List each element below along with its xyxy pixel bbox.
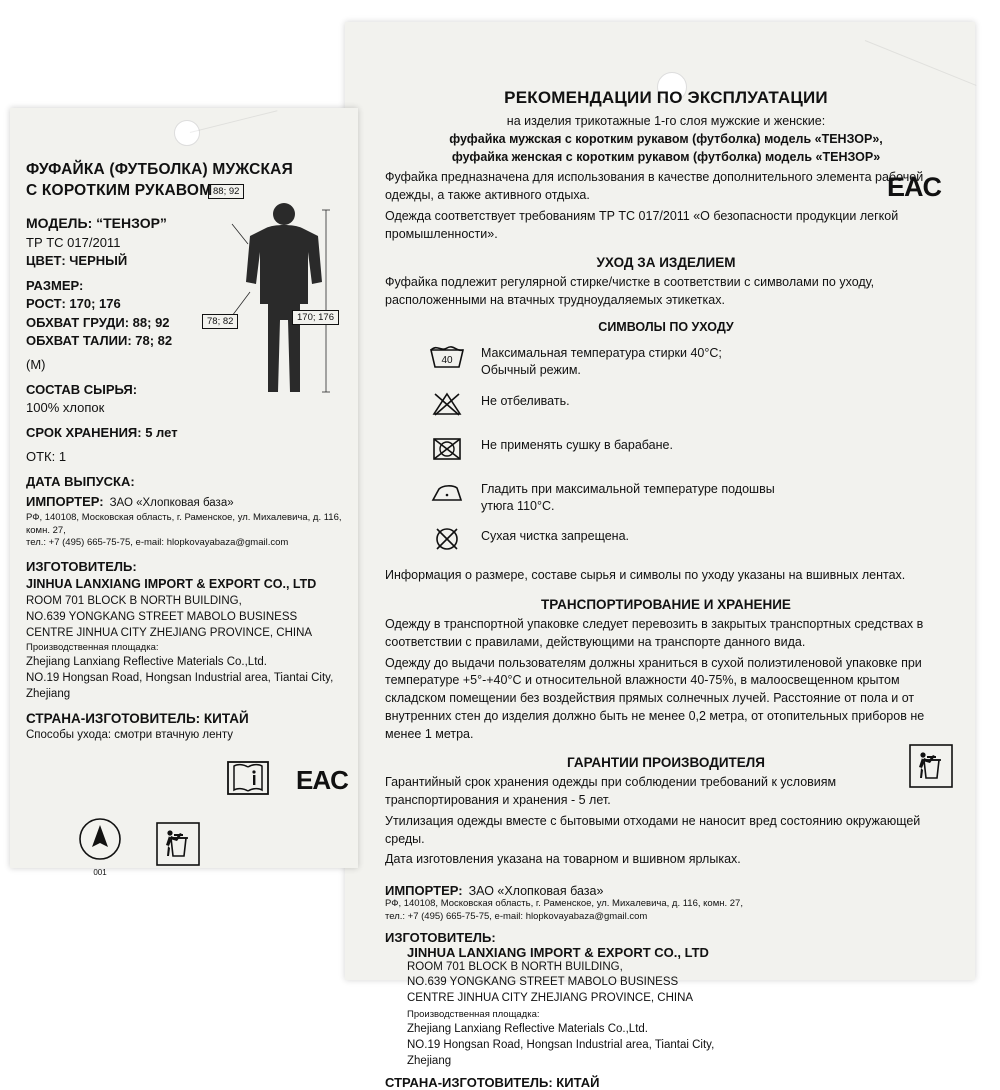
back-production-site-label: Производственная площадка:: [407, 1009, 540, 1021]
care-item: [385, 476, 947, 515]
care-item-text: [481, 432, 673, 454]
care-item-text: [481, 340, 722, 379]
back-production-site-3: Zhejiang: [407, 1054, 452, 1067]
front-otk: ОТК: 1: [26, 449, 67, 465]
front-title: [26, 160, 346, 202]
front-title-line-2: С КОРОТКИМ РУКАВОМ: [26, 181, 213, 199]
front-manufacturer-address-1: ROOM 701 BLOCK B NORTH BUILDING,: [26, 594, 242, 607]
paper-crease: [865, 40, 977, 86]
front-production-site-2: NO.19 Hongsan Road, Hongsan Industrial area, Tiantai City,: [26, 671, 334, 684]
no-tumble-dry-icon: [427, 432, 467, 467]
warranty-section-header: ГАРАНТИИ ПРОИЗВОДИТЕЛЯ: [567, 755, 765, 771]
iron-110-icon: [427, 476, 467, 511]
front-production-site-3: Zhejiang: [26, 687, 71, 700]
front-production-site-label: Производственная площадка:: [26, 642, 159, 654]
back-model-line-2: фуфайка женская с коротким рукавом (футболка) модель «ТЕНЗОР»: [451, 150, 881, 165]
back-intro-paragraph-1: Фуфайка предназначена для использования в качестве дополнительного элемента рабочей одежды, а также активного отдыха.: [385, 170, 924, 203]
front-importer-name: ЗАО «Хлопковая база»: [109, 497, 234, 510]
front-importer-row: [26, 493, 346, 512]
care-item-text: [481, 523, 629, 545]
warranty-paragraph-2: Утилизация одежды вместе с бытовыми отходами не наносит вред состоянию окружающей среды.: [385, 813, 921, 846]
care-item: [385, 388, 947, 423]
back-intro-paragraph-2: Одежда соответствует требованиям ТР ТС 017/2011 «О безопасности продукции легкой промышленности».: [385, 208, 899, 241]
warranty-paragraph-1: Гарантийный срок хранения одежды при соблюдении требований к условиям транспортирования и хранения - 5 лет.: [385, 775, 837, 808]
height-size-chip: 170; 176: [292, 310, 339, 325]
back-importer-name: ЗАО «Хлопковая база»: [468, 884, 604, 899]
care-symbols-header: СИМВОЛЫ ПО УХОДУ: [598, 319, 734, 334]
front-waist: ОБХВАТ ТАЛИИ: 78; 82: [26, 332, 173, 348]
front-importer-label: ИМПОРТЕР:: [26, 494, 104, 510]
back-subtitle: на изделия трикотажные 1-го слоя мужские и женские:: [506, 114, 826, 128]
chest-size-chip: 88; 92: [208, 184, 244, 199]
wash-temp-badge: 40: [441, 354, 453, 366]
back-manufacturer-label: ИЗГОТОВИТЕЛЬ:: [385, 929, 496, 945]
front-manufacturer-label: ИЗГОТОВИТЕЛЬ:: [26, 558, 137, 574]
back-manufacturer-address-3: CENTRE JINHUA CITY ZHEJIANG PROVINCE, CHINA: [407, 992, 694, 1005]
after-symbols-note: Информация о размере, составе сырья и символы по уходу указаны на вшивных лентах.: [385, 568, 906, 583]
care-item: [385, 340, 947, 379]
warranty-paragraph-3: Дата изготовления указана на товарном и вшивном ярлыках.: [385, 852, 741, 867]
front-manufacturer-address-2: NO.639 YONGKANG STREET MABOLO BUSINESS: [26, 610, 298, 623]
care-instructions-tag-back: [345, 22, 975, 1090]
eac-mark-front: EAC: [296, 764, 348, 795]
textile-certification-icon: [78, 817, 122, 877]
back-manufacturer-name: JINHUA LANXIANG IMPORT & EXPORT CO., LTD: [407, 944, 709, 960]
care-item-line-2: утюга 110°С.: [481, 498, 555, 513]
care-item-line-1: Не применять сушку в барабане.: [481, 437, 673, 452]
front-title-line-1: ФУФАЙКА (ФУТБОЛКА) МУЖСКАЯ: [26, 161, 293, 178]
wash-40-icon: [427, 340, 467, 375]
front-model: МОДЕЛЬ: “ТЕНЗОР”: [26, 214, 167, 231]
back-title: РЕКОМЕНДАЦИИ ПО ЭКСПЛУАТАЦИИ: [504, 88, 828, 107]
care-item: [385, 523, 947, 558]
care-item-line-2: Обычный режим.: [481, 362, 581, 377]
back-production-site-2: NO.19 Hongsan Road, Hongsan Industrial area, Tiantai City,: [407, 1038, 715, 1051]
back-manufacturer-address-1: ROOM 701 BLOCK B NORTH BUILDING,: [407, 960, 623, 973]
front-specs-block: [26, 214, 222, 491]
back-model-line-1: фуфайка мужская с коротким рукавом (футболка) модель «ТЕНЗОР»,: [449, 132, 883, 147]
transport-section-header: ТРАНСПОРТИРОВАНИЕ И ХРАНЕНИЕ: [541, 597, 791, 613]
front-height: РОСТ: 170; 176: [26, 296, 121, 312]
care-item-text: [481, 388, 570, 410]
care-intro-paragraph: Фуфайка подлежит регулярной стирке/чистке в соответствии с символами по уходу, расположенными на втачных трудноудаляемых этикетках.: [385, 275, 875, 308]
transport-paragraph-2: Одежду до выдачи пользователям должны храниться в сухой полиэтиленовой упаковке при температуре +5°-+40°С и относительной влажности 40-75%, в малоосвещенном крытом складском помещении без воздействия прямых солнечных лучей. Расстояние от пола и от внутренних стен до изделия должно быть не менее 0,2 метра, от отопительных приборов не менее 1 метра.: [385, 655, 925, 741]
back-importer-row: [385, 883, 947, 898]
front-size-header: РАЗМЕР:: [26, 277, 84, 293]
care-item-line-1: Не отбеливать.: [481, 393, 570, 408]
dispose-in-bin-icon: [156, 822, 200, 871]
front-importer-address: РФ, 140108, Московская область, г. Раменское, ул. Михалевича, д. 116, комн. 27,: [26, 512, 342, 536]
back-importer-address: РФ, 140108, Московская область, г. Раменское, ул. Михалевича, д. 116, комн. 27,: [385, 898, 743, 910]
back-importer-label: ИМПОРТЕР:: [385, 883, 463, 899]
back-manufacturer-address-2: NO.639 YONGKANG STREET MABOLO BUSINESS: [407, 976, 679, 989]
transport-paragraph-1: Одежду в транспортной упаковке следует перевозить в закрытых транспортных средствах в соответствии с правилами, действующими на транспорте данного вида.: [385, 617, 924, 649]
front-country-of-origin: СТРАНА-ИЗГОТОВИТЕЛЬ: КИТАЙ: [26, 710, 249, 726]
front-release-date: ДАТА ВЫПУСКА:: [26, 473, 135, 489]
back-production-site-1: Zhejiang Lanxiang Reflective Materials Co.,Ltd.: [407, 1022, 648, 1035]
punch-hole-front: [174, 120, 200, 146]
no-bleach-icon: [427, 388, 467, 423]
read-instructions-booklet-icon: [226, 758, 270, 803]
front-color: ЦВЕТ: ЧЕРНЫЙ: [26, 253, 128, 269]
back-country-of-origin: СТРАНА-ИЗГОТОВИТЕЛЬ: КИТАЙ: [385, 1075, 600, 1090]
eac-mark-back: EAC: [886, 172, 941, 202]
no-dry-clean-icon: [427, 523, 467, 558]
care-item-text: [481, 476, 775, 515]
front-manufacturer-address-3: CENTRE JINHUA CITY ZHEJIANG PROVINCE, CHINA: [26, 626, 313, 639]
front-standard: ТР ТС 017/2011: [26, 234, 121, 250]
front-size-letter: (М): [26, 357, 46, 373]
care-item-line-1: Сухая чистка запрещена.: [481, 529, 629, 544]
care-section-header: УХОД ЗА ИЗДЕЛИЕМ: [596, 255, 736, 271]
paper-crease: [190, 110, 278, 133]
front-icon-row-1: [26, 758, 346, 803]
certification-number: 001: [93, 867, 107, 877]
back-importer-contacts: тел.: +7 (495) 665-75-75, e-mail: hlopkovayabaza@gmail.com: [385, 910, 648, 922]
product-tag-front: [10, 108, 358, 877]
front-icon-row-2: [26, 817, 346, 877]
waist-size-chip: 78; 82: [202, 314, 238, 329]
front-production-site-1: Zhejiang Lanxiang Reflective Materials Co.,Ltd.: [26, 655, 267, 668]
front-manufacturer-name: JINHUA LANXIANG IMPORT & EXPORT CO., LTD: [26, 577, 317, 592]
front-chest: ОБХВАТ ГРУДИ: 88; 92: [26, 314, 170, 330]
care-symbols-list: [385, 340, 947, 559]
care-item-line-1: Гладить при максимальной температуре подошвы: [481, 481, 775, 496]
front-composition-value: 100% хлопок: [26, 400, 105, 416]
care-item-line-1: Максимальная температура стирки 40°С;: [481, 345, 722, 360]
front-storage-period: СРОК ХРАНЕНИЯ: 5 лет: [26, 424, 178, 440]
front-care-note: Способы ухода: смотри втачную ленту: [26, 728, 233, 741]
front-composition-label: СОСТАВ СЫРЬЯ:: [26, 381, 138, 397]
care-item: [385, 432, 947, 467]
front-importer-contacts: тел.: +7 (495) 665-75-75, e-mail: hlopkovayabaza@gmail.com: [26, 537, 289, 549]
